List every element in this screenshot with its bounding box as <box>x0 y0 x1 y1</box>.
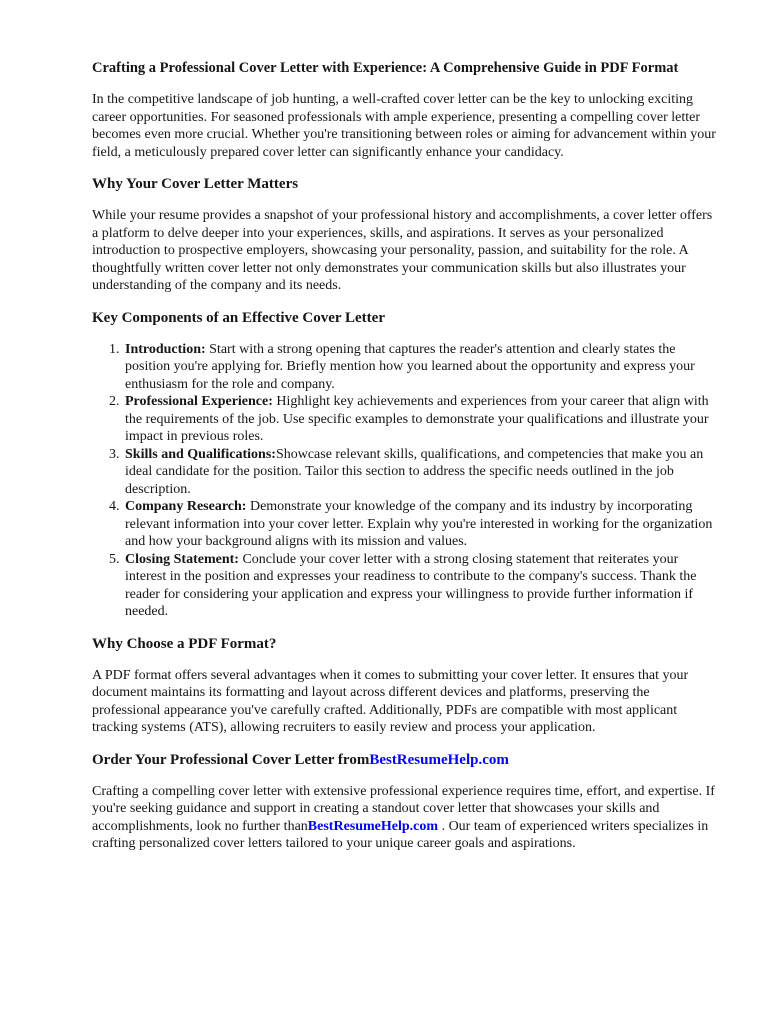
intro-paragraph: In the competitive landscape of job hunting, a well-crafted cover letter can be the key to unlocking exciting career opportunities. For seasoned professionals with ample experience, presenting a compelling cover letter becomes even more crucial. Whether you're transitioning between roles or aiming for advancement within your field, a meticulously prepared cover letter can significantly enhance your candidacy. <box>92 92 716 160</box>
list-item-label: Professional Experience: <box>125 394 273 409</box>
bestresumehelp-link[interactable]: BestResumeHelp.com <box>369 751 509 768</box>
list-item-company-research <box>123 498 720 551</box>
key-components-list <box>92 341 720 621</box>
why-matters-paragraph: While your resume provides a snapshot of your professional history and accomplishments, a cover letter offers a platform to delve deeper into your experiences, skills, and aspirations. It serves as your personalized introduction to prospective employers, showcasing your personality, passion, and suitability for the role. A thoughtfully written cover letter not only demonstrates your communication skills but also illustrates your understanding of the company and its needs. <box>92 208 713 293</box>
list-item-label: Skills and Qualifications: <box>125 446 276 462</box>
list-item-text: Start with a strong opening that captures the reader's attention and clearly states the position you're applying for. Briefly mention how you learned about the opportunity and express your enthusiasm for the role and company. <box>125 341 695 392</box>
section-heading-order <box>92 751 720 769</box>
list-item-text: Demonstrate your knowledge of the company and its industry by incorporating relevant information into your cover letter. Explain why you're interested in working for the organization and how your background aligns with its mission and values. <box>125 499 713 549</box>
list-item-professional-experience <box>123 393 720 446</box>
order-paragraph-text-after: . Our team of experienced writers specializes in crafting personalized cover letters tailored to your unique career goals and aspirations. <box>92 818 709 851</box>
list-item-introduction <box>123 341 720 394</box>
list-item-closing-statement <box>123 551 720 621</box>
list-item-label: Introduction: <box>125 341 206 357</box>
list-item-skills-qualifications <box>123 446 720 499</box>
section-heading-key-components: Key Components of an Effective Cover Letter <box>92 309 385 326</box>
list-item-text: Highlight key achievements and experiences from your career that align with the requirements of the job. Use specific examples to demonstrate your qualifications and illustrate your impact in previous roles. <box>125 394 709 444</box>
order-heading-text: Order Your Professional Cover Letter from <box>92 751 370 768</box>
order-paragraph <box>92 783 720 853</box>
document-title: Crafting a Professional Cover Letter with Experience: A Comprehensive Guide in PDF Format <box>92 60 679 76</box>
why-pdf-paragraph: A PDF format offers several advantages when it comes to submitting your cover letter. It ensures that your document maintains its formatting and layout across different devices and platforms, preserving the professional appearance you've carefully crafted. Additionally, PDFs are compatible with most applicant tracking systems (ATS), allowing recruiters to easily review and process your application. <box>92 667 689 735</box>
list-item-label: Company Research: <box>125 499 247 514</box>
bestresumehelp-link[interactable]: BestResumeHelp.com <box>307 818 439 834</box>
section-heading-why-matters: Why Your Cover Letter Matters <box>92 176 299 192</box>
list-item-text: Conclude your cover letter with a strong closing statement that reiterates your interest in the position and expresses your readiness to contribute to the company's success. Thank the reader for considering your application and express your willingness to provide further information if needed. <box>125 551 697 619</box>
list-item-label: Closing Statement: <box>125 551 239 567</box>
section-heading-why-pdf: Why Choose a PDF Format? <box>92 635 277 652</box>
list-item-text: Showcase relevant skills, qualifications, and competencies that make you an ideal candidate for the position. Tailor this section to address the specific needs outlined in the job description. <box>125 446 704 497</box>
order-paragraph-text-before: Crafting a compelling cover letter with extensive professional experience requires time, effort, and expertise. If you're seeking guidance and support in creating a standout cover letter that showcases your skills and accomplishments, look no further than <box>92 783 715 834</box>
